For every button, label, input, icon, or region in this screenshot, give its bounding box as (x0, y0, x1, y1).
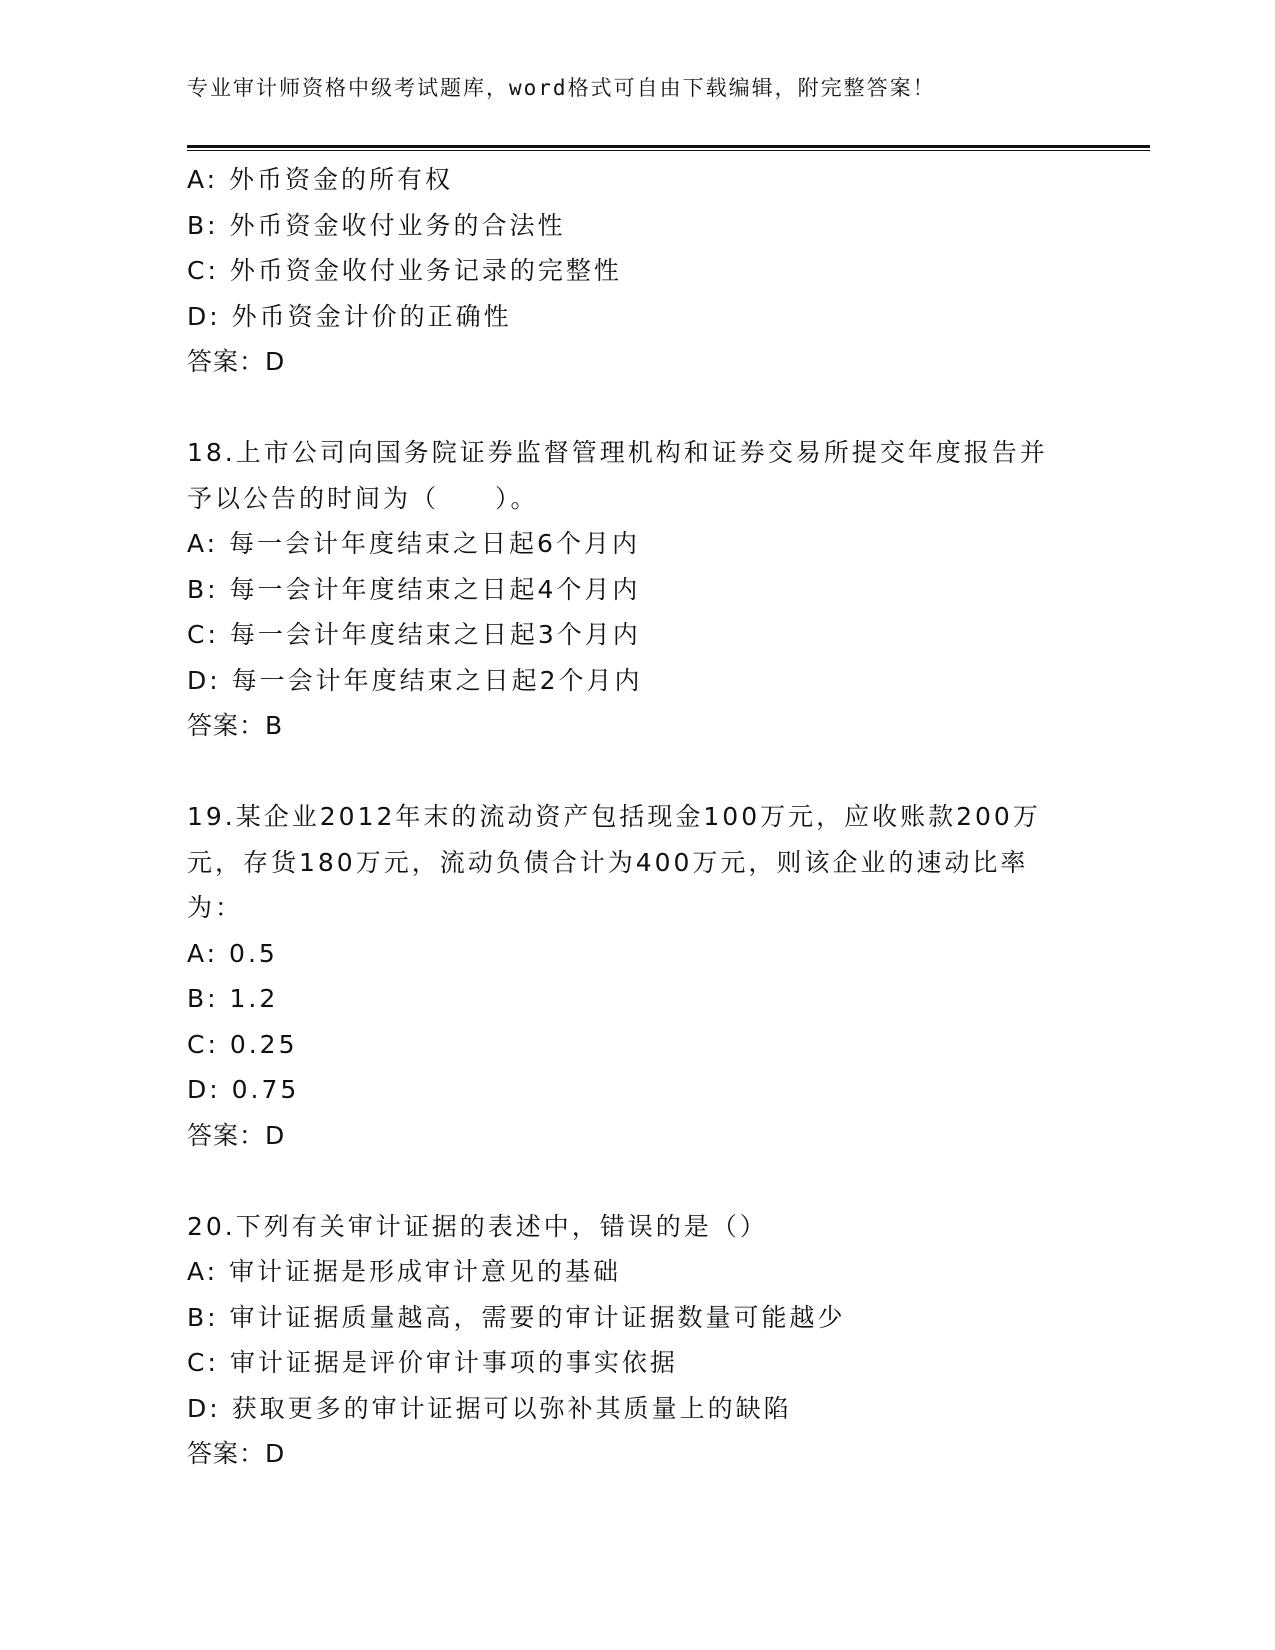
answer: 答案：D (187, 347, 286, 376)
option-d: D: 外币资金计价的正确性 (187, 301, 512, 331)
option-b: B: 审计证据质量越高，需要的审计证据数量可能越少 (187, 1302, 846, 1332)
option-a: A: 每一会计年度结束之日起6个月内 (187, 529, 640, 558)
option-b: B: 外币资金收付业务的合法性 (187, 210, 566, 240)
option-b: B: 1.2 (187, 984, 279, 1013)
option-c: C: 外币资金收付业务记录的完整性 (187, 256, 622, 285)
question-stem: 19.某企业2012年末的流动资产包括现金100万元，应收账款200万 (187, 802, 1041, 831)
option-c: C: 0.25 (187, 1029, 298, 1059)
answer: 答案：D (187, 1439, 286, 1468)
question-19 (187, 794, 1087, 1158)
question-stem: 元，存货180万元，流动负债合计为400万元，则该企业的速动比率 (187, 847, 1029, 877)
question-content (187, 157, 1087, 1477)
header-rule-thin (187, 150, 1150, 151)
question-stem: 20.下列有关审计证据的表述中，错误的是（） (187, 1211, 768, 1241)
option-c: C: 每一会计年度结束之日起3个月内 (187, 620, 641, 649)
answer: 答案：D (187, 1120, 286, 1150)
question-stem: 为： (187, 893, 244, 922)
question-20 (187, 1204, 1087, 1477)
answer: 答案：B (187, 711, 284, 740)
option-b: B: 每一会计年度结束之日起4个月内 (187, 574, 641, 604)
question-18 (187, 430, 1087, 749)
option-a: A: 外币资金的所有权 (187, 165, 454, 194)
option-c: C: 审计证据是评价审计事项的事实依据 (187, 1348, 678, 1377)
option-a: A: 0.5 (187, 938, 278, 968)
question-stem: 18.上市公司向国务院证券监督管理机构和证券交易所提交年度报告并 (187, 438, 1048, 467)
option-d: D: 获取更多的审计证据可以弥补其质量上的缺陷 (187, 1393, 792, 1423)
option-d: D: 0.75 (187, 1075, 300, 1104)
option-a: A: 审计证据是形成审计意见的基础 (187, 1257, 622, 1286)
question-17 (187, 157, 1087, 385)
question-stem: 予以公告的时间为（ ）。 (187, 483, 539, 513)
page-header: 专业审计师资格中级考试题库，word格式可自由下载编辑，附完整答案！ (187, 76, 936, 100)
header-rule-thick (187, 145, 1150, 148)
option-d: D: 每一会计年度结束之日起2个月内 (187, 665, 643, 695)
